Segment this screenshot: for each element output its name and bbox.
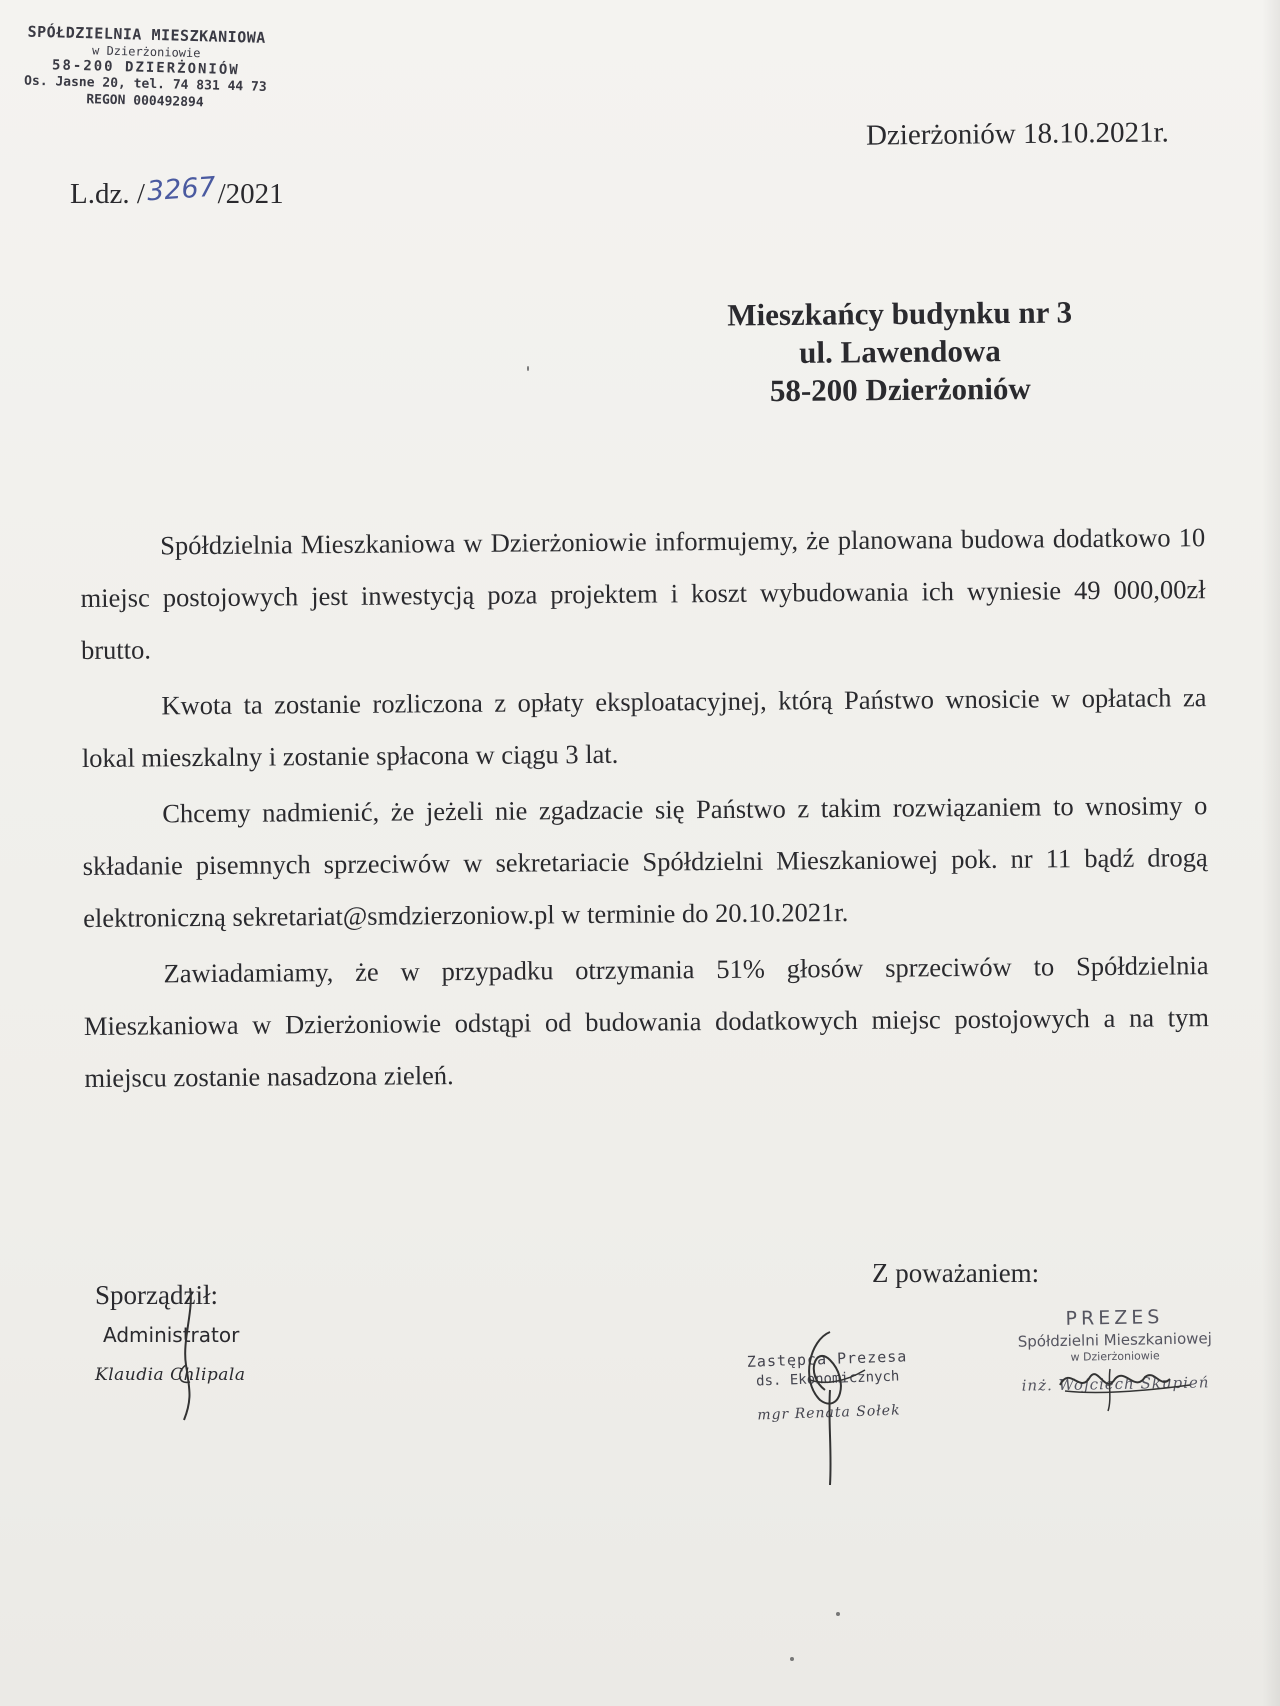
prepared-by-label: Sporządził: (95, 1280, 218, 1310)
body-paragraph-3: Chcemy nadmienić, że jeżeli nie zgadzacie się Państwo z takim rozwiązaniem to wnosimy o składanie pisemnych sprzeciwów w sekretariacie Spółdzielni Mieszkaniowej pok. nr 11 bądź drogą elektroniczną sekretariat@smdzierzoniow.pl w terminie do 20.10.2021r. (82, 790, 1208, 933)
deputy-stamp-line3: mgr Renata Sołek (757, 1402, 901, 1424)
recipient-address (680, 293, 1121, 411)
sender-stamp (0, 22, 292, 113)
paper-speck (790, 1657, 794, 1661)
president-signature (1050, 1355, 1210, 1415)
recipient-line2: ul. Lawendowa (799, 333, 1001, 370)
body-paragraph-2: Kwota ta zostanie rozliczona z opłaty eksploatacyjnej, którą Państwo wnosicie w opłatach za lokal mieszkalny i zostanie spłacona w ciągu 3 lat. (81, 682, 1207, 773)
sender-stamp-line1: SPÓŁDZIELNIA MIESZKANIOWA (27, 22, 267, 47)
president-stamp-city: w Dzierżoniowie (1070, 1348, 1160, 1364)
sender-stamp-line4: Os. Jasne 20, tel. 74 831 44 73 (23, 73, 267, 96)
sender-stamp-line3: 58-200 DZIERŻONIÓW (51, 57, 240, 78)
president-stamp-title: PREZES (1065, 1306, 1164, 1330)
letter-body (80, 511, 1210, 1108)
deputy-stamp-line2: ds. Ekonomicznych (755, 1368, 900, 1390)
sender-stamp-line2: w Dzierżoniowie (91, 43, 201, 60)
reference-prefix: L.dz. / (70, 178, 145, 210)
president-stamp-org: Spółdzielni Mieszkaniowej (1017, 1329, 1212, 1351)
sender-stamp-line5: REGON 000492894 (86, 91, 204, 110)
paper-speck (527, 366, 529, 371)
closing-regards: Z poważaniem: (872, 1258, 1040, 1288)
recipient-line1: Mieszkańcy budynku nr 3 (727, 294, 1073, 333)
recipient-line3: 58-200 Dzierżoniów (769, 370, 1031, 409)
paper-speck (836, 1612, 840, 1616)
deputy-stamp-line1: Zastępca Prezesa (746, 1347, 908, 1371)
reference-suffix: /2021 (217, 178, 284, 210)
body-paragraph-1: Spółdzielnia Mieszkaniowa w Dzierżoniowie informujemy, że planowana budowa dodatkowo 10 miejsc postojowych jest inwestycją poza projektem i koszt wybudowania ich wyniesie 49 000,00zł brutto. (80, 522, 1206, 665)
prepared-by-name: Klaudia Chlipala (95, 1365, 246, 1385)
body-paragraph-4: Zawiadamiamy, że w przypadku otrzymania 51% głosów sprzeciwów to Spółdzielnia Mieszkaniowa w Dzierżoniowie odstąpi od budowania dodatkowych miejsc postojowych a na tym miejscu zostanie nasadzona zieleń. (83, 950, 1210, 1093)
reference-handwritten-number: 3267 (145, 171, 217, 208)
reference-number (70, 171, 284, 211)
prepared-by-role: Administrator (103, 1323, 240, 1347)
letter-date: Dzierżoniów 18.10.2021r. (865, 116, 1169, 152)
president-stamp-name: inż. Wojciech Skupień (1021, 1373, 1210, 1395)
page-edge-shadow (1262, 0, 1280, 1706)
deputy-signature (770, 1320, 890, 1490)
administrator-signature (168, 1270, 228, 1430)
